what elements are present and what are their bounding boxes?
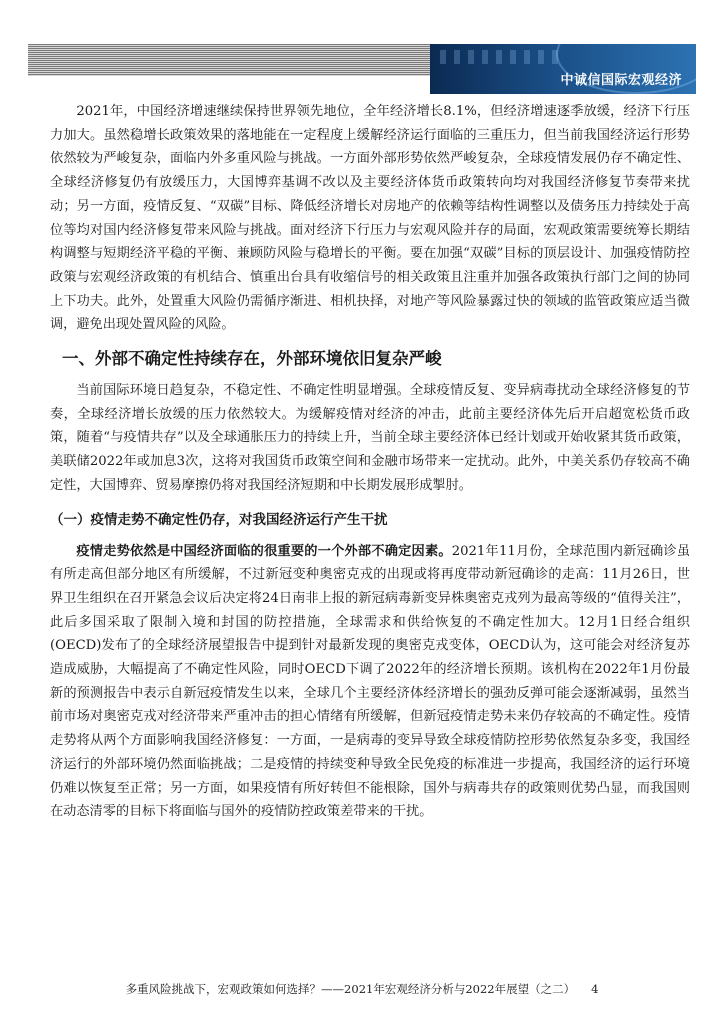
section-1-paragraph: 当前国际环境日趋复杂，不稳定性、不确定性明显增强。全球疫情反复、变异病毒扰动全球经济修复的节奏，全球经济增长放缓的压力依然较大。为缓解疫情对经济的冲击，此前主要经济体先后开启超宽松货币政策，随着“与疫情共存”以及全球通胀压力的持续上升，当前全球主要经济体已经计划或开始收紧其货币政策，美联储2022年或加息3次，这将对我国货币政策空间和金融市场带来一定扰动。此外，中美关系仍存较高不确定性，大国博弈、贸易摩擦仍将对我国经济短期和中长期发展形成掣肘。 [50,383,690,493]
header-brand-panel [430,44,696,94]
subsection-1-body-text: 2021年11月份，全球范围内新冠确诊虽有所走高但部分地区有所缓解，不过新冠变种奥密克戎的出现或将再度带动新冠确诊的走高：11月26日，世界卫生组织在召开紧急会议后决定将24日南非上报的新冠病毒新变异株奥密克戎列为最高等级的“值得关注”，此后多国采取了限制入境和封国的防控措施，全球需求和供给恢复的不确定性加大。12月1日经合组织(OECD)发布了的全球经济展望报告中提到针对最新发现的奥密克戎变体，OECD认为，这可能会对经济复苏造成威胁，大幅提高了不确定性风险，同时OECD下调了2022年的经济增长预期。该机构在2022年1月份最新的预测报告中表示自新冠疫情发生以来，全球几个主要经济体经济增长的强劲反弹可能会逐渐减弱，虽然当前市场对奥密克戎对经济带来严重冲击的担心情绪有所缓解，但新冠疫情走势未来仍存较高的不确定性。疫情走势将从两个方面影响我国经济修复：一方面，一是病毒的变异导致全球疫情防控形势依然复杂多变，我国经济运行的外部环境仍然面临挑战；二是疫情的持续变种导致全民免疫的标准进一步提高，我国经济的运行环境仍难以恢复至正常；另一方面，如果疫情有所好转但不能根除，国外与病毒共存的政策则优势凸显，而我国则在动态清零的目标下将面临与国外的疫情防控政策差带来的干扰。 [50,543,691,820]
subsection-1-heading: （一）疫情走势不确定性仍存，对我国经济运行产生干扰 [50,511,388,528]
intro-paragraph: 2021年，中国经济增速继续保持世界领先地位，全年经济增长8.1%，但经济增速逐季放缓，经济下行压力加大。虽然稳增长政策效果的落地能在一定程度上缓解经济运行面临的三重压力，但当前我国经济运行形势依然较为严峻复杂，面临内外多重风险与挑战。一方面外部形势依然严峻复杂，全球疫情发展仍存不确定性、全球经济修复仍有放缓压力，大国博弈基调不改以及主要经济体货币政策转向均对我国经济修复节奏带来扰动；另一方面，疫情反复、“双碳”目标、降低经济增长对房地产的依赖等结构性调整以及债务压力持续处于高位等均对国内经济修复带来风险与挑战。面对经济下行压力与宏观风险并存的局面，宏观政策需要统筹长期结构调整与短期经济平稳的平衡、兼顾防风险与稳增长的平衡。要在加强“双碳”目标的顶层设计、加强疫情防控政策与宏观经济政策的有机结合、慎重出台具有收缩信号的相关政策且注重并加强各政策执行部门之间的协同上下功夫。此外，处置重大风险仍需循序渐进、相机抉择，对地产等风险暴露过快的领域的监管政策应适当微调，避免出现处置风险的风险。 [50,104,690,333]
footer-report-title: 多重风险挑战下，宏观政策如何选择？——2021年宏观经济分析与2022年展望（之二） [125,982,576,996]
page-footer [0,981,724,997]
subsection-1-paragraph [50,540,690,824]
header-pattern-decoration [440,50,560,64]
brand-name: 中诚信国际宏观经济 [560,73,682,88]
page-number: 4 [591,982,599,996]
document-body [50,100,690,824]
section-1-heading: 一、外部不确定性持续存在，外部环境依旧复杂严峻 [62,349,442,369]
subsection-1-lead-sentence: 疫情走势依然是中国经济面临的很重要的一个外部不确定因素。 [76,543,452,559]
